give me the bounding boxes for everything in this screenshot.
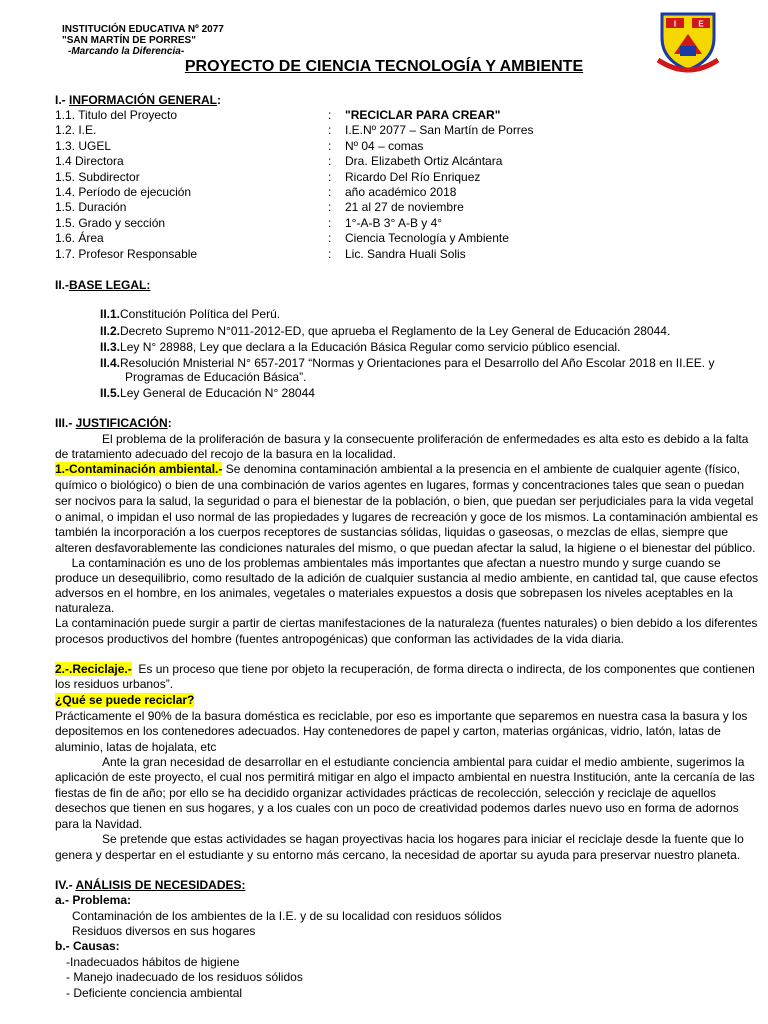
info-label: 1.1. Titulo del Proyecto <box>55 108 178 122</box>
info-colon: : <box>328 123 332 138</box>
info-value: año académico 2018 <box>345 185 457 199</box>
recycling-para: 2.-.Reciclaje.- Es un proceso que tiene por objeto la recuperación, de forma directa o indirecta, de los componentes que contienen <box>55 662 755 676</box>
institution-school: "SAN MARTÍN DE PORRES" <box>62 35 196 46</box>
info-value: 21 al 27 de noviembre <box>345 200 464 215</box>
info-value: I.E.Nº 2077 – San Martín de Porres <box>345 123 534 138</box>
contamination-p3-line: procesos productivos del hombre (fuentes antropogénicas) que conforman las actividades de la vida diaria. <box>55 632 624 646</box>
problem-item: Residuos diversos en sus hogares <box>72 924 256 938</box>
legal-item: II.4.Resolución Mnisterial N° 657-2017 “Normas y Orientaciones para el Desarrollo del Año Escolar 2018 en II.EE. y <box>100 356 715 370</box>
contamination-p2-line: adversos en el hombre, en los animales, vegetales o materiales expuestos a dosis que sobrepasen los niveles aceptables en la <box>55 586 733 600</box>
problem-item: Contaminación de los ambientes de la I.E. y de su localidad con residuos sólidos <box>72 909 502 923</box>
info-label: 1.6. Área <box>55 231 104 246</box>
info-colon: : <box>328 215 332 230</box>
contamination-p2-line: produce un desequilibrio, como resultado de la adición de cualquier sustancia al medio ambiente, en cantidad tal, que cause efectos <box>55 571 759 585</box>
info-label: 1.2. I.E. <box>55 123 97 138</box>
cause-item: -Inadecuados hábitos de higiene <box>66 955 240 969</box>
institution-motto: -Marcando la Diferencia- <box>68 46 185 57</box>
info-value: Lic. Sandra Huali Solis <box>345 246 466 261</box>
recycling-heading: 2.-.Reciclaje.- <box>55 662 132 676</box>
section4-heading: IV.- ANÁLISIS DE NECESIDADES: <box>55 878 246 892</box>
institution-name: INSTITUCIÓN EDUCATIVA Nº 2077 <box>62 24 224 35</box>
info-label: 1.4 Directora <box>55 154 124 169</box>
project-rationale-line: fiestas de fin de año; por ello se ha decidido organizar actividades prácticas de recolección, selección y reciclaje de aquellos <box>55 786 717 800</box>
info-label: 1.3. UGEL <box>55 138 112 153</box>
contamination-line: químico o biológico) o bien de una combinación de varios agentes en lugares, formas y concentraciones tales que sean o puedan <box>55 478 745 492</box>
recycling-line: depositemos en los contenedores adecuados. Hay contenedores de papel y carton, materias orgánicas, vidrio, latón, latas de <box>55 724 721 738</box>
info-colon: : <box>328 200 332 215</box>
recycling-question: ¿Qué se puede reciclar? <box>55 693 195 707</box>
contamination-para: 1.-Contaminación ambiental.- Se denomina contaminación ambiental a la presencia en el ambiente de cualquier agente (físico, <box>55 462 741 476</box>
info-colon: : <box>328 154 332 169</box>
info-label: 1.4. Período de ejecución <box>55 185 192 199</box>
contamination-p2-line: naturaleza. <box>55 601 115 615</box>
info-value: Nº 04 – comas <box>345 138 424 153</box>
project-rationale-line: aplicación de este proyecto, el cual nos permitirá mitigar en algo el impacto ambiental en nuestra Institución, ante la cercanía de las <box>55 770 755 784</box>
project-rationale-line: Ante la gran necesidad de desarrollar en el estudiante conciencia ambiental para cuidar el medio ambiente, sugerimos la <box>102 755 745 769</box>
info-colon: : <box>328 169 332 184</box>
recycling-line: aluminio, latas de hojalata, etc <box>55 740 217 754</box>
info-value: Ciencia Tecnología y Ambiente <box>345 231 509 246</box>
section2-heading: II.-BASE LEGAL: <box>55 278 151 292</box>
cause-item: - Deficiente conciencia ambiental <box>66 986 243 1000</box>
legal-item: II.2.Decreto Supremo N°011-2012-ED, que aprueba el Reglamento de la Ley General de Educación 28044. <box>100 324 671 338</box>
contamination-line: también la incorporación a los cuerpos receptores de sustancias sólidas, liquidas o gaseosas, o mezclas de ellas, siempre que <box>55 525 729 539</box>
info-label: 1.5. Subdirector <box>55 169 140 184</box>
info-value: Dra. Elizabeth Ortiz Alcántara <box>345 154 503 169</box>
legal-item: II.5.Ley General de Educación N° 28044 <box>100 386 315 400</box>
justification-intro-cont: de tratamiento adecuado del recojo de la basura en la localidad. <box>55 447 396 461</box>
recycling-line: Prácticamente el 90% de la basura doméstica es reciclable, por eso es importante que separemos en nuestra casa la basura y los <box>55 709 748 723</box>
project-goal-line: genera y despertar en el estudiante y su entorno más cercano, la necesidad de aportar su ayuda para preservar nuestro planeta. <box>55 848 741 862</box>
info-colon: : <box>328 231 332 246</box>
contamination-p2-line: La contaminación es uno de los problemas ambientales más importantes que afectan a nuestro mundo y surge cuando se <box>55 556 721 570</box>
info-label: 1.5. Grado y sección <box>55 215 166 230</box>
legal-item-continuation: Programas de Educación Básica”. <box>125 370 307 384</box>
info-value: Ricardo Del Río Enriquez <box>345 169 481 184</box>
contamination-p3-line: La contaminación puede surgir a partir de ciertas manifestaciones de la naturaleza (fuentes naturales) o bien debido a los diferentes <box>55 616 758 630</box>
info-value: "RECICLAR PARA CREAR" <box>345 108 501 122</box>
info-colon: : <box>328 246 332 261</box>
legal-item: II.3.Ley N° 28988, Ley que declara a la Educación Básica Regular como servicio público esencial. <box>100 340 621 354</box>
info-colon: : <box>328 185 332 199</box>
contamination-line: alteren desfavorablemente las condiciones naturales del mismo, o que puedan afectar la salud, la higiene o el bienestar del público. <box>55 541 756 555</box>
info-label: 1.5. Duración <box>55 200 127 215</box>
crest-letter-e: E <box>698 19 704 29</box>
recycling-line: los residuos urbanos”. <box>55 677 174 691</box>
cause-item: - Manejo inadecuado de los residuos sólidos <box>66 970 303 984</box>
causes-heading: b.- Causas: <box>55 939 120 953</box>
institution-header <box>62 24 224 57</box>
info-label: 1.7. Profesor Responsable <box>55 246 198 261</box>
project-goal-line: Se pretende que estas actividades se hagan proyectivas hacia los hogares para iniciar el reciclaje desde la fuente que lo <box>102 832 744 846</box>
contamination-line: ser nocivos para la salud, la seguridad o para el bienestar de la población, o bien, que puedan ser perjudiciales para la vida vegetal <box>55 494 754 508</box>
contamination-line: o animal, o impidan el uso normal de las propiedades y lugares de recreación y goce de los mismos. La contaminación ambiental es <box>55 510 759 524</box>
info-colon: : <box>328 138 332 153</box>
info-colon: : <box>328 108 332 122</box>
section1-heading: I.- INFORMACIÓN GENERAL: <box>55 93 221 107</box>
problem-heading: a.- Problema: <box>55 893 132 907</box>
page-title: PROYECTO DE CIENCIA TECNOLOGÍA Y AMBIENTE <box>184 58 584 75</box>
justification-intro: El problema de la proliferación de basura y la consecuente proliferación de enfermedades es alta esto es debido a la falta <box>102 432 749 446</box>
project-rationale-line: desechos que tienen en sus hogares, y a los cuales con un poco de creatividad podemos darles nuevo uso en forma de adornos <box>55 801 739 815</box>
crest-letter-i: I <box>673 19 677 29</box>
section3-heading: III.- JUSTIFICACIÓN: <box>55 416 172 430</box>
contamination-heading: 1.-Contaminación ambiental.- <box>55 462 223 476</box>
legal-item: II.1.Constitución Política del Perú. <box>100 307 281 321</box>
info-value: 1°-A-B 3° A-B y 4° <box>345 215 443 230</box>
project-rationale-line: para la Navidad. <box>55 817 143 831</box>
